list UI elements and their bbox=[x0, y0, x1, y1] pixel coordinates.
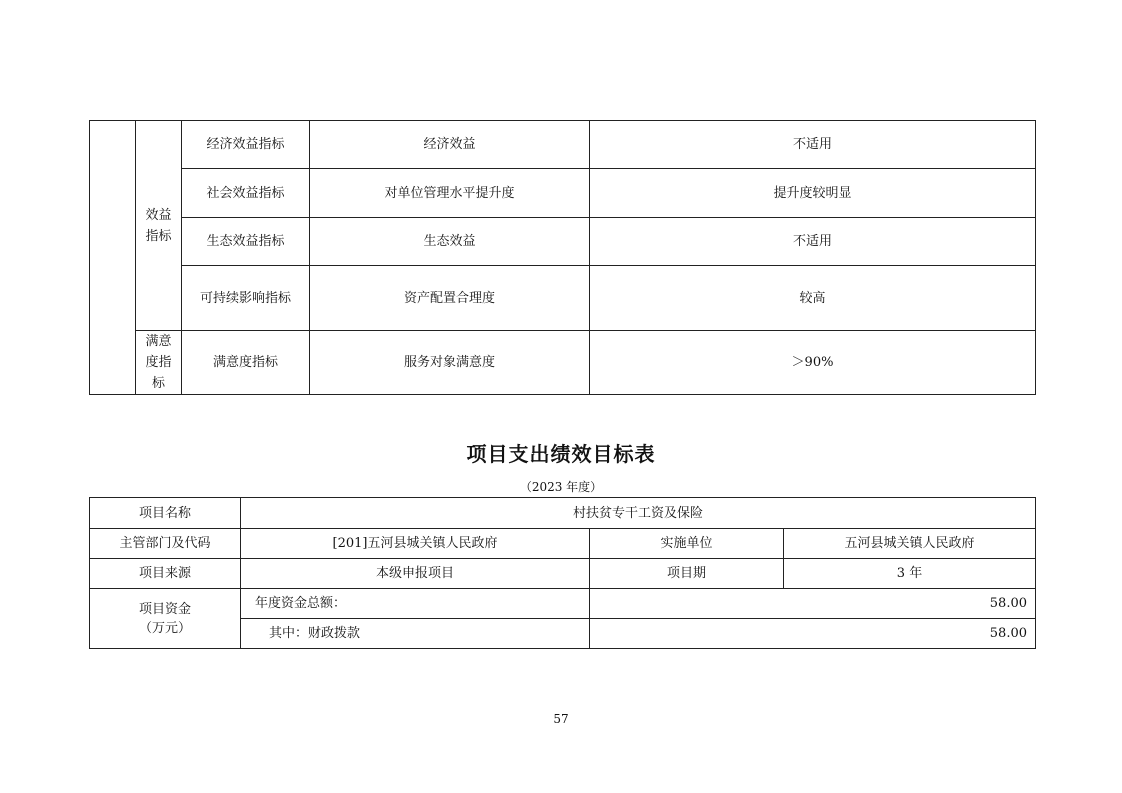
indicator-value: 提升度较明显 bbox=[590, 169, 1036, 218]
secondary-indicator: 经济效益指标 bbox=[182, 121, 310, 169]
department-label: 主管部门及代码 bbox=[90, 529, 241, 559]
secondary-indicator: 生态效益指标 bbox=[182, 218, 310, 266]
performance-indicator-table bbox=[89, 120, 1036, 395]
tertiary-indicator: 生态效益 bbox=[310, 218, 590, 266]
secondary-indicator: 满意度指标 bbox=[182, 331, 310, 395]
department-value: [201]五河县城关镇人民政府 bbox=[241, 529, 590, 559]
benefit-group-cell bbox=[136, 121, 182, 331]
annual-total-label: 年度资金总额： bbox=[241, 589, 590, 619]
project-source-value: 本级申报项目 bbox=[241, 559, 590, 589]
fiscal-allocation-value: 58.00 bbox=[590, 619, 1036, 649]
secondary-indicator: 社会效益指标 bbox=[182, 169, 310, 218]
indicator-value: 不适用 bbox=[590, 218, 1036, 266]
tertiary-indicator: 对单位管理水平提升度 bbox=[310, 169, 590, 218]
page-title: 项目支出绩效目标表 bbox=[466, 442, 656, 466]
project-period-value: 3 年 bbox=[784, 559, 1036, 589]
fiscal-year: （2023 年度） bbox=[519, 480, 603, 494]
project-name-label: 项目名称 bbox=[90, 498, 241, 529]
project-source-label: 项目来源 bbox=[90, 559, 241, 589]
tertiary-indicator: 经济效益 bbox=[310, 121, 590, 169]
implementing-unit-label: 实施单位 bbox=[590, 529, 784, 559]
benefit-group-label: 效益指标 bbox=[145, 207, 172, 244]
primary-indicator-cell bbox=[90, 121, 136, 395]
project-funds-unit: （万元） bbox=[138, 620, 191, 636]
tertiary-indicator: 资产配置合理度 bbox=[310, 266, 590, 331]
satisfaction-group-cell bbox=[136, 331, 182, 395]
project-funds-label: 项目资金 bbox=[138, 601, 191, 617]
annual-total-value: 58.00 bbox=[590, 589, 1036, 619]
fiscal-allocation-label: 其中：财政拨款 bbox=[241, 619, 590, 649]
project-period-label: 项目期 bbox=[590, 559, 784, 589]
indicator-value: 较高 bbox=[590, 266, 1036, 331]
satisfaction-group-label: 满意度指标 bbox=[145, 334, 172, 391]
indicator-value: 不适用 bbox=[590, 121, 1036, 169]
page-number: 57 bbox=[553, 712, 569, 726]
project-info-table bbox=[89, 497, 1036, 649]
indicator-value: ＞90% bbox=[590, 331, 1036, 395]
secondary-indicator: 可持续影响指标 bbox=[182, 266, 310, 331]
project-funds-label-cell bbox=[90, 589, 241, 649]
implementing-unit-value: 五河县城关镇人民政府 bbox=[784, 529, 1036, 559]
tertiary-indicator: 服务对象满意度 bbox=[310, 331, 590, 395]
project-name-value: 村扶贫专干工资及保险 bbox=[241, 498, 1036, 529]
